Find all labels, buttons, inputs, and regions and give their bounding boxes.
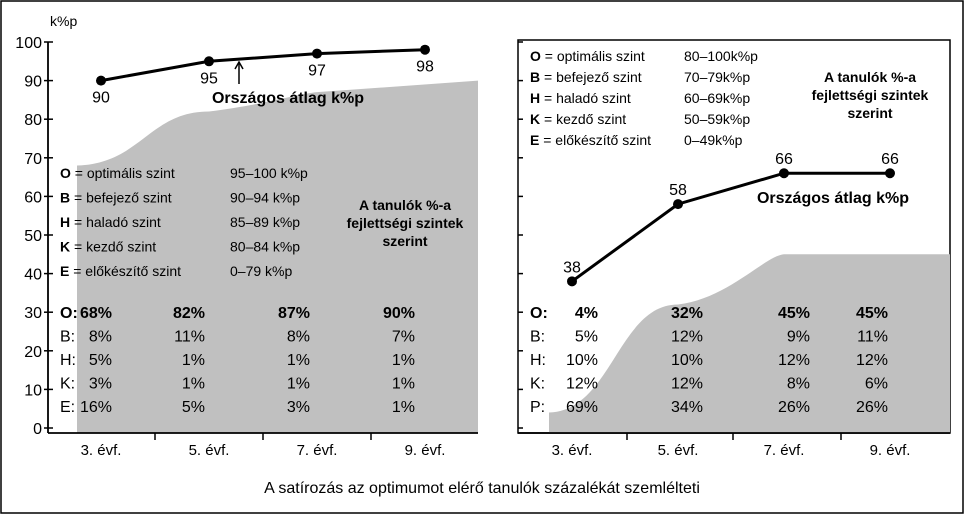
data-value-label: 66 bbox=[775, 151, 793, 169]
x-tick-label: 7. évf. bbox=[763, 442, 805, 459]
table-row-label: O: bbox=[60, 305, 78, 322]
table-row-label: O: bbox=[530, 305, 548, 322]
series-line-label: Országos átlag k%p bbox=[211, 90, 365, 107]
y-tick-label: 50 bbox=[24, 228, 42, 245]
left-chart-panel bbox=[15, 13, 478, 459]
y-tick-label: 40 bbox=[24, 266, 42, 284]
data-point bbox=[567, 276, 577, 286]
table-cell: 1% bbox=[181, 352, 205, 369]
y-tick-label: 30 bbox=[24, 305, 42, 323]
y-tick-label: 90 bbox=[24, 73, 42, 91]
legend-level-entry: H = haladó szint bbox=[530, 90, 631, 106]
table-cell: 10% bbox=[670, 352, 703, 369]
y-tick-label: 100 bbox=[15, 35, 42, 52]
data-point bbox=[420, 45, 430, 55]
table-cell: 3% bbox=[88, 375, 112, 393]
table-cell: 82% bbox=[172, 305, 205, 322]
table-cell: 1% bbox=[391, 399, 415, 416]
table-cell: 32% bbox=[670, 305, 703, 322]
y-tick-label: 70 bbox=[24, 150, 42, 168]
legend-level-range: 80–100k%p bbox=[684, 48, 758, 64]
data-point bbox=[204, 56, 214, 66]
table-cell: 5% bbox=[88, 352, 112, 369]
right-chart-panel bbox=[518, 40, 950, 459]
legend-level-range: 85–89 k%p bbox=[230, 214, 301, 230]
right-legend-title-2: fejlettségi szintek bbox=[811, 87, 929, 103]
table-cell: 8% bbox=[786, 375, 810, 393]
table-cell: 5% bbox=[574, 328, 598, 346]
x-tick-label: 3. évf. bbox=[551, 442, 593, 459]
left-legend-title-2: fejlettségi szintek bbox=[346, 215, 464, 231]
table-cell: 69% bbox=[565, 399, 598, 416]
left-x-ticks bbox=[81, 433, 446, 459]
data-point bbox=[779, 168, 789, 178]
table-cell: 9% bbox=[786, 328, 810, 346]
legend-level-range: 95–100 k%p bbox=[230, 165, 308, 181]
x-tick-label: 5. évf. bbox=[657, 442, 699, 459]
right-shaded-optimum-area bbox=[549, 254, 950, 433]
legend-level-range: 0–79 k%p bbox=[230, 263, 293, 279]
data-value-label: 95 bbox=[200, 70, 218, 88]
x-tick-label: 5. évf. bbox=[188, 442, 230, 459]
legend-level-entry: B = befejező szint bbox=[530, 69, 642, 85]
data-value-label: 97 bbox=[308, 62, 326, 80]
table-cell: 1% bbox=[286, 352, 310, 369]
legend-level-entry: O = optimális szint bbox=[530, 48, 645, 64]
legend-level-entry: O = optimális szint bbox=[60, 165, 175, 181]
table-row-label: K: bbox=[60, 375, 76, 393]
table-cell: 3% bbox=[286, 399, 310, 416]
legend-level-entry: K = kezdő szint bbox=[530, 111, 627, 127]
table-cell: 12% bbox=[670, 328, 703, 346]
data-point bbox=[312, 49, 322, 59]
series-polyline bbox=[101, 50, 425, 81]
figure-caption: A satírozás az optimumot elérő tanulók százalékát szemlélteti bbox=[264, 480, 700, 497]
y-tick-label: 80 bbox=[24, 112, 42, 130]
left-y-axis-label: k%p bbox=[50, 13, 78, 29]
data-point bbox=[885, 168, 895, 178]
table-row-label: K: bbox=[530, 375, 546, 393]
data-point bbox=[96, 76, 106, 86]
table-cell: 8% bbox=[286, 328, 310, 346]
table-cell: 11% bbox=[857, 328, 888, 346]
table-row-label: P: bbox=[530, 399, 546, 416]
legend-level-entry: B = befejező szint bbox=[60, 189, 172, 206]
legend-level-range: 90–94 k%p bbox=[230, 189, 301, 206]
y-tick-label: 0 bbox=[33, 421, 42, 438]
legend-level-entry: K = kezdő szint bbox=[60, 238, 157, 255]
legend-level-range: 80–84 k%p bbox=[230, 238, 301, 255]
table-cell: 10% bbox=[565, 352, 598, 369]
table-cell: 11% bbox=[174, 328, 205, 346]
table-cell: 12% bbox=[777, 352, 810, 369]
data-value-label: 66 bbox=[881, 151, 899, 169]
table-cell: 1% bbox=[286, 375, 310, 393]
data-value-label: 98 bbox=[416, 58, 434, 76]
table-cell: 4% bbox=[574, 305, 598, 322]
table-cell: 1% bbox=[391, 352, 415, 369]
legend-level-entry: H = haladó szint bbox=[60, 214, 161, 230]
series-line-label: Országos átlag k%p bbox=[756, 190, 910, 207]
y-tick-label: 10 bbox=[24, 382, 42, 400]
table-row-label: E: bbox=[60, 399, 76, 416]
legend-level-entry: E = előkészítő szint bbox=[60, 263, 182, 279]
legend-level-range: 60–69k%p bbox=[684, 90, 751, 106]
table-cell: 12% bbox=[565, 375, 598, 393]
data-value-label: 58 bbox=[669, 182, 687, 200]
table-row-label: B: bbox=[530, 328, 546, 346]
table-cell: 12% bbox=[670, 375, 703, 393]
right-legend-title-3: szerint bbox=[847, 105, 893, 121]
table-cell: 26% bbox=[855, 399, 888, 416]
data-value-label: 38 bbox=[563, 259, 581, 277]
left-shaded-optimum-area bbox=[77, 81, 478, 433]
table-cell: 34% bbox=[670, 399, 703, 416]
table-cell: 45% bbox=[855, 305, 888, 322]
y-tick-label: 20 bbox=[24, 343, 42, 361]
table-cell: 87% bbox=[277, 305, 310, 322]
legend-level-range: 0–49k%p bbox=[684, 132, 743, 148]
legend-level-entry: E = előkészítő szint bbox=[530, 132, 652, 148]
right-x-ticks bbox=[552, 433, 911, 459]
x-tick-label: 9. évf. bbox=[869, 442, 911, 459]
table-row-label: B: bbox=[60, 328, 76, 346]
right-level-legend bbox=[530, 48, 758, 148]
table-cell: 7% bbox=[391, 328, 415, 346]
table-cell: 68% bbox=[79, 305, 112, 322]
legend-level-range: 50–59k%p bbox=[684, 111, 751, 127]
table-cell: 26% bbox=[777, 399, 810, 416]
table-cell: 12% bbox=[855, 352, 888, 369]
table-cell: 45% bbox=[777, 305, 810, 322]
table-cell: 1% bbox=[391, 375, 415, 393]
left-legend-title-3: szerint bbox=[382, 233, 428, 249]
table-row-label: H: bbox=[530, 352, 546, 369]
table-cell: 90% bbox=[382, 305, 415, 322]
table-cell: 16% bbox=[79, 399, 112, 416]
data-point bbox=[673, 199, 683, 209]
table-row-label: H: bbox=[60, 352, 76, 369]
legend-level-range: 70–79k%p bbox=[684, 69, 751, 85]
left-legend-title-1: A tanulók %-a bbox=[358, 197, 452, 213]
x-tick-label: 3. évf. bbox=[80, 442, 122, 459]
y-tick-label: 60 bbox=[24, 189, 42, 207]
x-tick-label: 9. évf. bbox=[404, 442, 446, 459]
table-cell: 1% bbox=[181, 375, 205, 393]
table-cell: 5% bbox=[181, 399, 205, 416]
table-cell: 6% bbox=[864, 375, 888, 393]
data-value-label: 90 bbox=[92, 89, 110, 107]
table-cell: 8% bbox=[88, 328, 112, 346]
right-legend-title-1: A tanulók %-a bbox=[823, 69, 917, 85]
x-tick-label: 7. évf. bbox=[296, 442, 338, 459]
